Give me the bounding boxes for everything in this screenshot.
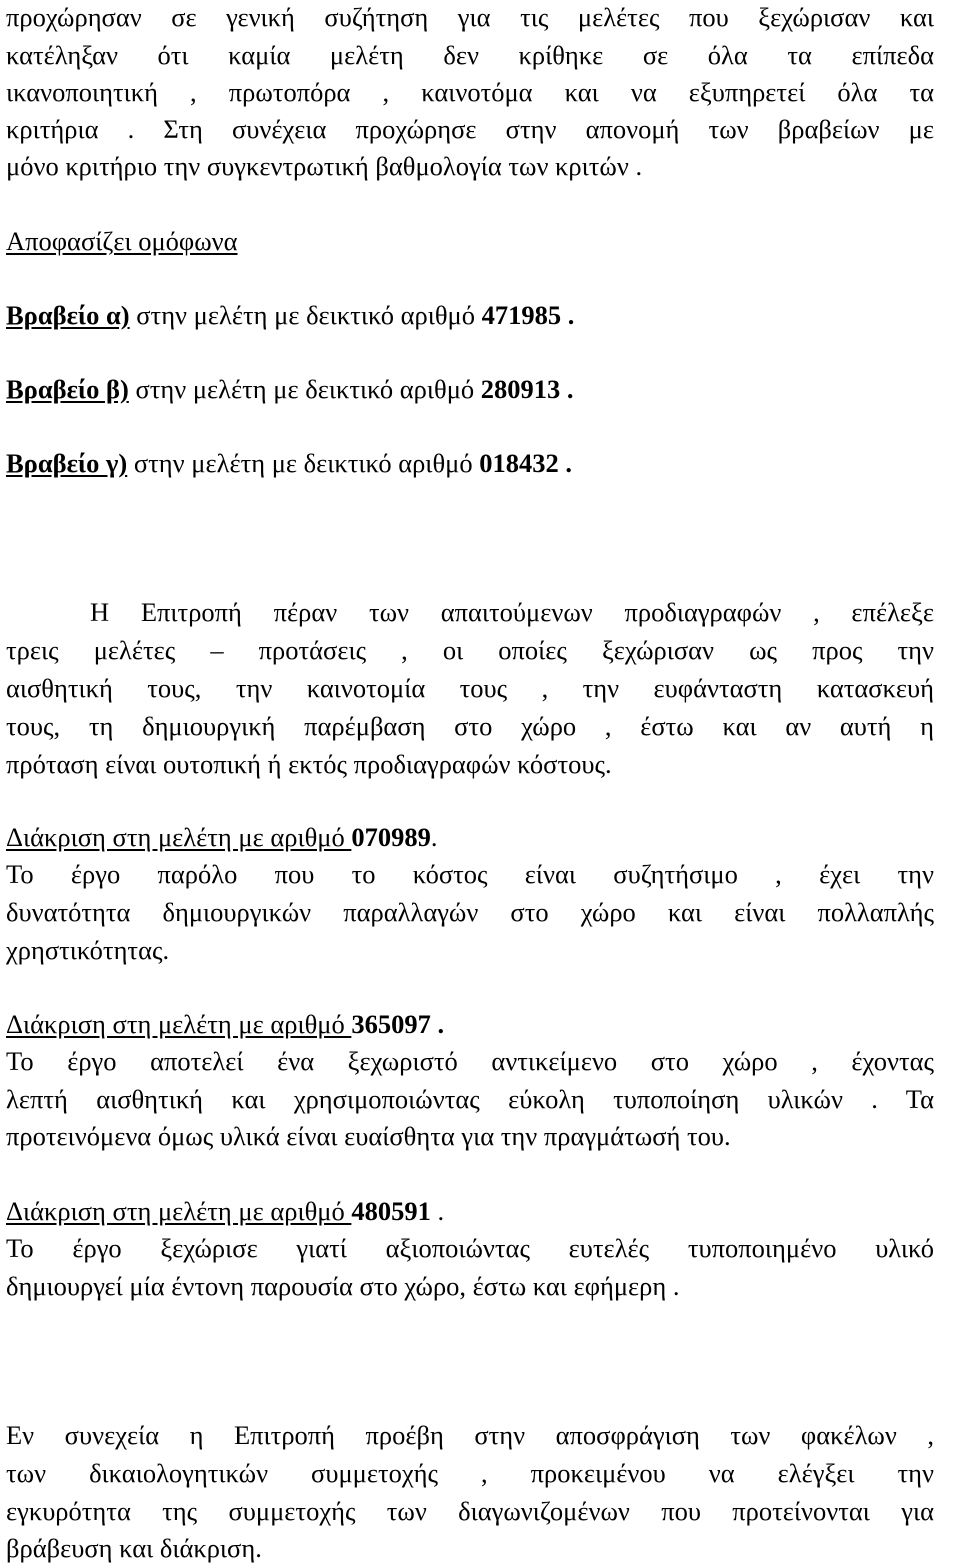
award-a xyxy=(6,300,574,330)
distinction-label: Διάκριση στη μελέτη με αριθμό xyxy=(6,1009,352,1039)
distinction-number: 070989 xyxy=(351,822,431,852)
decision-heading: Αποφασίζει ομόφωνα xyxy=(6,226,238,256)
committee-line-5: πρόταση είναι ουτοπική ή εκτός προδιαγραφών κόστους. xyxy=(6,749,612,779)
distinction-label: Διάκριση στη μελέτη με αριθμό xyxy=(6,822,352,852)
award-number: 471985 xyxy=(481,300,562,330)
distinction-text-line: χρηστικότητας. xyxy=(6,935,170,965)
award-text: στην μελέτη με δεικτικό αριθμό xyxy=(129,300,482,330)
distinction-label: Διάκριση στη μελέτη με αριθμό xyxy=(6,1196,352,1226)
distinction-heading xyxy=(6,1196,444,1226)
closing-line-4: βράβευση και διάκριση. xyxy=(6,1533,262,1563)
closing-line-3: εγκυρότητα της συμμετοχής των διαγωνιζομένων που προτείνονται για xyxy=(6,1496,934,1526)
award-label: Βραβείο β) xyxy=(6,374,129,404)
distinction-text-line: Το έργο παρόλο που το κόστος είναι συζητήσιμο , έχει την xyxy=(6,859,934,889)
award-number: 280913 xyxy=(480,374,561,404)
intro-line-5: μόνο κριτήριο την συγκεντρωτική βαθμολογία των κριτών . xyxy=(6,151,643,181)
distinction-end: . xyxy=(430,1009,445,1039)
award-end: . xyxy=(558,448,572,478)
award-c xyxy=(6,448,572,478)
intro-line-1: προχώρησαν σε γενική συζήτηση για τις μελέτες που ξεχώρισαν και xyxy=(6,2,934,32)
intro-line-2: κατέληξαν ότι καμία μελέτη δεν κρίθηκε σε όλα τα επίπεδα xyxy=(6,40,934,70)
distinction-text-line: Το έργο ξεχώρισε γιατί αξιοποιώντας ευτελές τυποποιημένο υλικό xyxy=(6,1233,934,1263)
committee-line-4: τους, τη δημιουργική παρέμβαση στο χώρο , έστω και αν αυτή η xyxy=(6,711,934,741)
distinction-text-line: λεπτή αισθητική και χρησιμοποιώντας εύκολη τυποποίηση υλικών . Τα xyxy=(6,1084,934,1114)
distinction-text-line: δημιουργεί μία έντονη παρουσία στο χώρο, έστω και εφήμερη . xyxy=(6,1271,680,1301)
distinction-number: 480591 xyxy=(351,1196,431,1226)
distinction-text-line: προτεινόμενα όμως υλικά είναι ευαίσθητα για την πραγμάτωσή του. xyxy=(6,1121,731,1151)
distinction-heading xyxy=(6,1009,444,1039)
distinction-text-line: δυνατότητα δημιουργικών παραλλαγών στο χώρο και είναι πολλαπλής xyxy=(6,897,934,927)
award-label: Βραβείο γ) xyxy=(6,448,128,478)
committee-line-3: αισθητική τους, την καινοτομία τους , την ευφάνταστη κατασκευή xyxy=(6,673,934,703)
award-b xyxy=(6,374,574,404)
closing-line-2: των δικαιολογητικών συμμετοχής , προκειμένου να ελέγξει την xyxy=(6,1458,934,1488)
award-end: . xyxy=(561,300,575,330)
award-text: στην μελέτη με δεικτικό αριθμό xyxy=(127,448,480,478)
award-number: 018432 xyxy=(479,448,559,478)
distinction-end: . xyxy=(430,822,438,852)
distinction-heading xyxy=(6,822,438,852)
distinction-end: . xyxy=(430,1196,445,1226)
award-label: Βραβείο α) xyxy=(6,300,130,330)
intro-line-3: ικανοποιητική , πρωτοπόρα , καινοτόμα και να εξυπηρετεί όλα τα xyxy=(6,77,934,107)
closing-line-1: Εν συνεχεία η Επιτροπή προέβη στην αποσφράγιση των φακέλων , xyxy=(6,1420,934,1450)
award-end: . xyxy=(560,374,574,404)
committee-line-1: Η Επιτροπή πέραν των απαιτούμενων προδιαγραφών , επέλεξε xyxy=(90,597,934,627)
distinction-text-line: Το έργο αποτελεί ένα ξεχωριστό αντικείμενο στο χώρο , έχοντας xyxy=(6,1046,934,1076)
distinction-number: 365097 xyxy=(351,1009,431,1039)
intro-line-4: κριτήρια . Στη συνέχεια προχώρησε στην απονομή των βραβείων με xyxy=(6,114,934,144)
award-text: στην μελέτη με δεικτικό αριθμό xyxy=(128,374,481,404)
committee-line-2: τρεις μελέτες – προτάσεις , οι οποίες ξεχώρισαν ως προς την xyxy=(6,635,934,665)
